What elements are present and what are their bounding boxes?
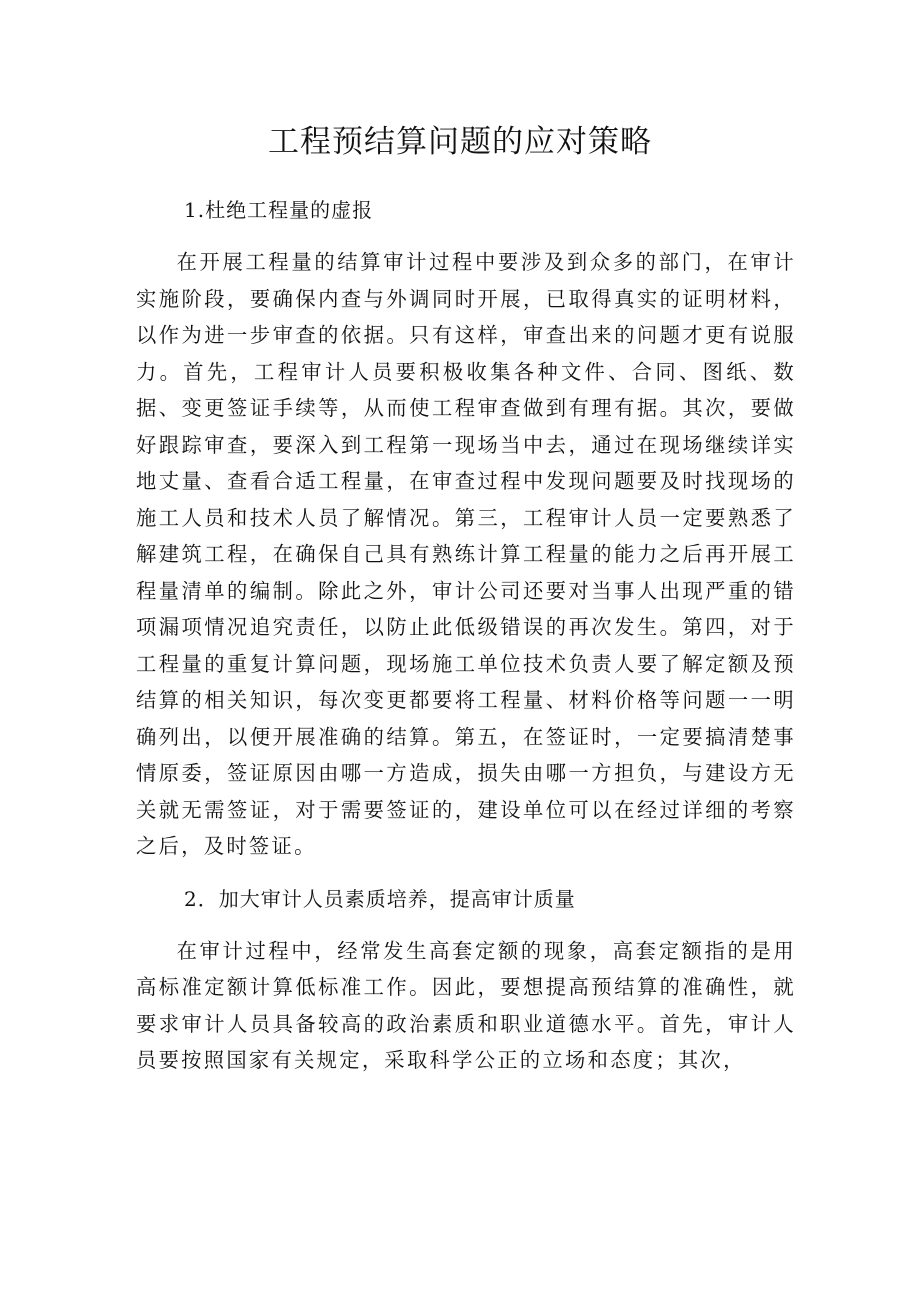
section-1-heading: 1.杜绝工程量的虚报 [184,198,374,222]
section-1-paragraph: 在开展工程量的结算审计过程中要涉及到众多的部门，在审计实施阶段，要确保内查与外调同时开展，已取得真实的证明材料，以作为进一步审查的依据。只有这样，审查出来的问题才更有说服力。首先，工程审计人员要积极收集各种文件、合同、图纸、数据、变更签证手续等，从而使工程审查做到有理有据。其次，要做好跟踪审查，要深入到工程第一现场当中去，通过在现场继续详实地丈量、查看合适工程量，在审查过程中发现问题要及时找现场的施工人员和技术人员了解情况。第三，工程审计人员一定要熟悉了解建筑工程，在确保自己具有熟练计算工程量的能力之后再开展工程量清单的编制。除此之外，审计公司还要对当事人出现严重的错项漏项情况追究责任，以防止此低级错误的再次发生。第四，对于工程量的重复计算问题，现场施工单位技术负责人要了解定额及预结算的相关知识，每次变更都要将工程量、材料价格等问题一一明确列出，以便开展准确的结算。第五，在签证时，一定要搞清楚事情原委，签证原因由哪一方造成，损失由哪一方担负，与建设方无关就无需签证，对于需要签证的，建设单位可以在经过详细的考察之后，及时签证。 [136,250,796,858]
section-2-paragraph: 在审计过程中，经常发生高套定额的现象，高套定额指的是用高标准定额计算低标准工作。因此，要想提高预结算的准确性，就要求审计人员具备较高的政治素质和职业道德水平。首先，审计人员要按照国家有关规定，采取科学公正的立场和态度；其次， [136,938,796,1072]
document-body [136,190,796,1093]
document-title: 工程预结算问题的应对策略 [268,124,652,160]
section-2-heading: 2．加大审计人员素质培养，提高审计质量 [184,886,576,911]
